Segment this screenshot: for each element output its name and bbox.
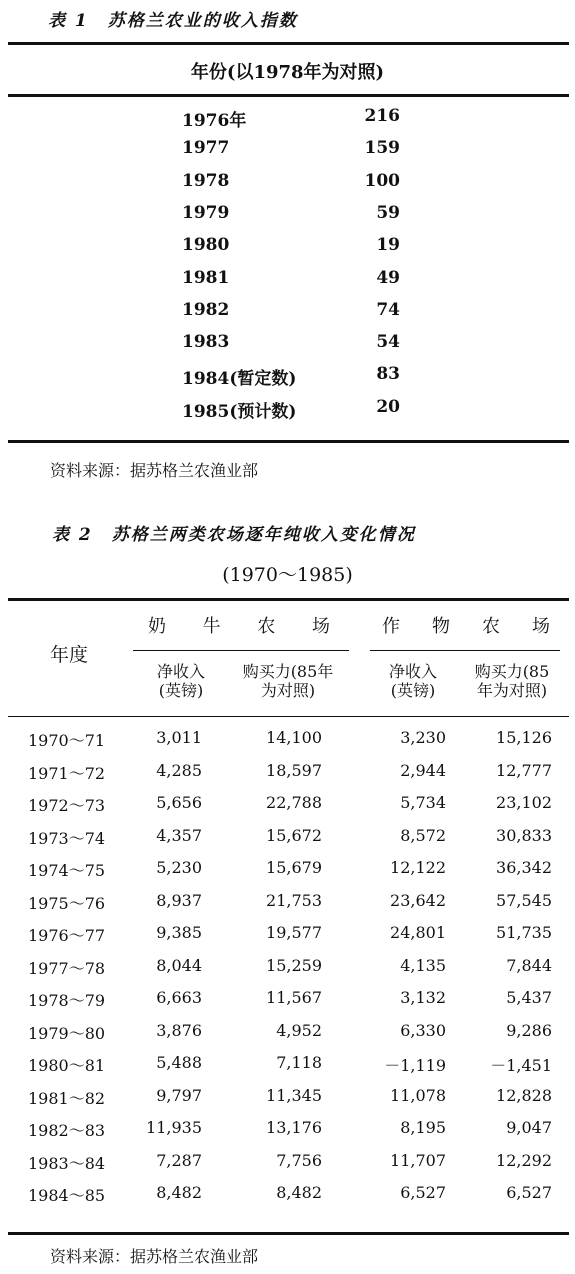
table1-year-cell: 1978	[182, 170, 230, 191]
dairy-net-cell: 6,663	[156, 988, 202, 1007]
crop-power-cell: 15,126	[496, 728, 552, 747]
dairy-power-cell: 14,100	[266, 728, 322, 747]
dairy-power-cell: 11,345	[266, 1085, 322, 1105]
dairy-power-cell: 7,118	[276, 1053, 322, 1072]
table1-bottom-rule	[8, 440, 569, 443]
dairy-net-cell: 8,044	[156, 955, 202, 975]
table2-group-dairy	[148, 612, 330, 638]
crop-net-cell: 23,642	[390, 890, 446, 910]
crop-net-cell: 6,527	[400, 1183, 446, 1202]
table2-header-rule	[8, 716, 569, 717]
dairy-power-cell: 19,577	[266, 923, 322, 942]
crop-power-header-line: 年为对照)	[476, 681, 548, 700]
table1-value-cell: 54	[376, 332, 400, 353]
dairy-net-cell: 5,656	[156, 793, 202, 812]
dairy-net-cell: 7,287	[156, 1150, 202, 1170]
group-dairy-char: 奶	[148, 616, 166, 637]
dairy-net-header	[138, 662, 224, 700]
dairy-power-cell: 11,567	[266, 988, 322, 1007]
crop-power-cell: 57,545	[496, 890, 552, 910]
table1-value-cell: 49	[376, 267, 400, 288]
year-cell: 1983～84	[28, 1153, 106, 1173]
crop-net-cell: 6,330	[400, 1020, 446, 1040]
crop-net-cell: 2,944	[400, 760, 446, 780]
table1-value-cell: 74	[376, 299, 400, 320]
dairy-power-cell: 21,753	[266, 890, 322, 910]
dairy-power-cell: 8,482	[276, 1183, 322, 1202]
table2-row	[0, 1086, 575, 1118]
dairy-power-cell: 4,952	[276, 1020, 322, 1040]
crop-net-cell: 12,122	[390, 858, 446, 877]
year-cell: 1971～72	[28, 763, 106, 783]
crop-power-cell: 12,828	[496, 1085, 552, 1105]
group-dairy-char: 农	[257, 616, 276, 637]
year-cell: 1982～83	[28, 1121, 106, 1140]
dairy-net-cell: 4,285	[156, 760, 202, 780]
dairy-net-header-line: (英镑)	[158, 681, 204, 700]
dairy-net-cell: 4,357	[156, 825, 202, 845]
dairy-power-cell: 22,788	[266, 793, 322, 812]
year-cell: 1976～77	[28, 926, 106, 945]
crop-group-rule	[370, 650, 560, 651]
crop-net-header-line: 净收入	[388, 662, 437, 681]
table2-subtitle: (1970～1985)	[222, 564, 353, 586]
table2-row	[0, 956, 575, 988]
table1-value-cell: 159	[364, 138, 400, 159]
dairy-power-cell: 18,597	[266, 760, 322, 780]
crop-power-cell: 12,777	[496, 760, 552, 780]
crop-net-cell: 8,195	[400, 1118, 446, 1137]
table1-header-rule	[8, 94, 569, 97]
dairy-power-cell: 15,679	[266, 858, 322, 877]
table2-row	[0, 858, 575, 890]
crop-net-cell: 3,132	[400, 988, 446, 1007]
year-cell: 1980～81	[28, 1056, 106, 1075]
table2-row	[0, 1151, 575, 1183]
crop-power-header	[460, 662, 564, 700]
crop-power-cell: 51,735	[496, 923, 552, 942]
crop-power-cell: 9,286	[506, 1020, 552, 1040]
dairy-net-cell: 3,011	[156, 728, 202, 747]
crop-power-cell: 23,102	[496, 793, 552, 812]
crop-power-cell: 36,342	[496, 858, 552, 877]
crop-power-cell: 5,437	[506, 988, 552, 1007]
table1-year-cell: 1981	[182, 267, 230, 288]
table1-title: 表 1 苏格兰农业的收入指数	[48, 11, 298, 31]
table2-row	[0, 891, 575, 923]
table2-row	[0, 988, 575, 1020]
group-crop-char: 物	[432, 616, 450, 637]
crop-power-header-line: 购买力(85	[474, 662, 550, 681]
table2-row	[0, 826, 575, 858]
table2-bottom-rule	[8, 1232, 569, 1235]
group-dairy-char: 场	[311, 616, 330, 637]
crop-power-cell: －1,451	[490, 1056, 552, 1075]
table2-row	[0, 1021, 575, 1053]
table2-row	[0, 761, 575, 793]
table2-row	[0, 1118, 575, 1150]
group-dairy-char: 牛	[202, 616, 221, 637]
group-crop-char: 农	[482, 616, 500, 637]
table1-year-cell: 1985(预计数)	[182, 401, 297, 422]
table2-col-year: 年度	[50, 644, 89, 666]
dairy-power-cell: 15,672	[266, 825, 322, 845]
dairy-net-cell: 9,385	[156, 923, 202, 942]
crop-power-cell: 7,844	[506, 955, 552, 975]
table1-value-cell: 19	[376, 235, 400, 256]
dairy-net-header-line: 净收入	[156, 662, 205, 681]
table1-value-cell: 59	[376, 202, 400, 223]
crop-net-cell: 4,135	[400, 955, 446, 975]
dairy-net-cell: 11,935	[146, 1118, 202, 1137]
crop-power-cell: 6,527	[506, 1183, 552, 1202]
table2-row	[0, 923, 575, 955]
table2-source: 资料来源：据苏格兰农渔业部	[50, 1247, 259, 1266]
table1-year-cell: 1984(暂定数)	[182, 369, 297, 390]
dairy-group-rule	[133, 650, 349, 651]
dairy-power-cell: 7,756	[276, 1150, 322, 1170]
crop-net-cell: 11,078	[390, 1085, 446, 1105]
dairy-power-cell: 15,259	[266, 955, 322, 975]
crop-net-cell: －1,119	[384, 1056, 446, 1075]
year-cell: 1975～76	[28, 893, 106, 913]
table1-value-cell: 83	[376, 364, 400, 385]
year-cell: 1977～78	[28, 958, 106, 978]
table1-year-cell: 1983	[182, 332, 230, 353]
dairy-net-cell: 8,482	[156, 1183, 202, 1202]
table2-top-rule	[8, 598, 569, 601]
year-cell: 1972～73	[28, 796, 106, 815]
table1-top-rule	[8, 42, 569, 45]
year-cell: 1978～79	[28, 991, 106, 1010]
table2-row	[0, 793, 575, 825]
crop-net-cell: 11,707	[390, 1150, 446, 1170]
dairy-power-header	[226, 662, 350, 700]
table1-value-cell: 216	[364, 106, 400, 126]
table1-year-cell: 1976年	[182, 111, 247, 131]
table2-group-crop	[382, 612, 550, 638]
crop-net-cell: 3,230	[400, 728, 446, 747]
dairy-net-cell: 5,488	[156, 1053, 202, 1072]
crop-net-header-line: (英镑)	[390, 681, 436, 700]
table2-row	[0, 728, 575, 760]
table1-year-cell: 1979	[182, 202, 230, 223]
year-cell: 1984～85	[28, 1186, 106, 1205]
dairy-power-cell: 13,176	[266, 1118, 322, 1137]
year-cell: 1981～82	[28, 1088, 106, 1108]
dairy-net-cell: 3,876	[156, 1020, 202, 1040]
crop-net-cell: 24,801	[390, 923, 446, 942]
year-cell: 1979～80	[28, 1023, 106, 1043]
crop-net-header	[374, 662, 452, 700]
dairy-power-header-line: 购买力(85年	[242, 662, 334, 681]
table2-title: 表 2 苏格兰两类农场逐年纯收入变化情况	[52, 525, 416, 545]
crop-power-cell: 9,047	[506, 1118, 552, 1137]
crop-net-cell: 5,734	[400, 793, 446, 812]
group-crop-char: 场	[532, 616, 550, 637]
year-cell: 1974～75	[28, 861, 106, 880]
table1-year-cell: 1982	[182, 299, 230, 320]
year-cell: 1970～71	[28, 731, 106, 750]
table1-year-cell: 1980	[182, 235, 230, 256]
table1-year-cell: 1977	[182, 138, 230, 159]
table1-header: 年份(以1978年为对照)	[190, 62, 385, 83]
dairy-net-cell: 5,230	[156, 858, 202, 877]
table2-row	[0, 1183, 575, 1215]
dairy-net-cell: 8,937	[156, 890, 202, 910]
table1-value-cell: 20	[376, 396, 400, 417]
crop-power-cell: 30,833	[496, 825, 552, 845]
table1-source: 资料来源：据苏格兰农渔业部	[50, 461, 259, 480]
dairy-net-cell: 9,797	[156, 1085, 202, 1105]
year-cell: 1973～74	[28, 828, 106, 848]
dairy-power-header-line: 为对照)	[260, 681, 316, 700]
table1-value-cell: 100	[364, 170, 400, 191]
table2-row	[0, 1053, 575, 1085]
group-crop-char: 作	[382, 616, 400, 637]
crop-power-cell: 12,292	[496, 1150, 552, 1170]
crop-net-cell: 8,572	[400, 825, 446, 845]
